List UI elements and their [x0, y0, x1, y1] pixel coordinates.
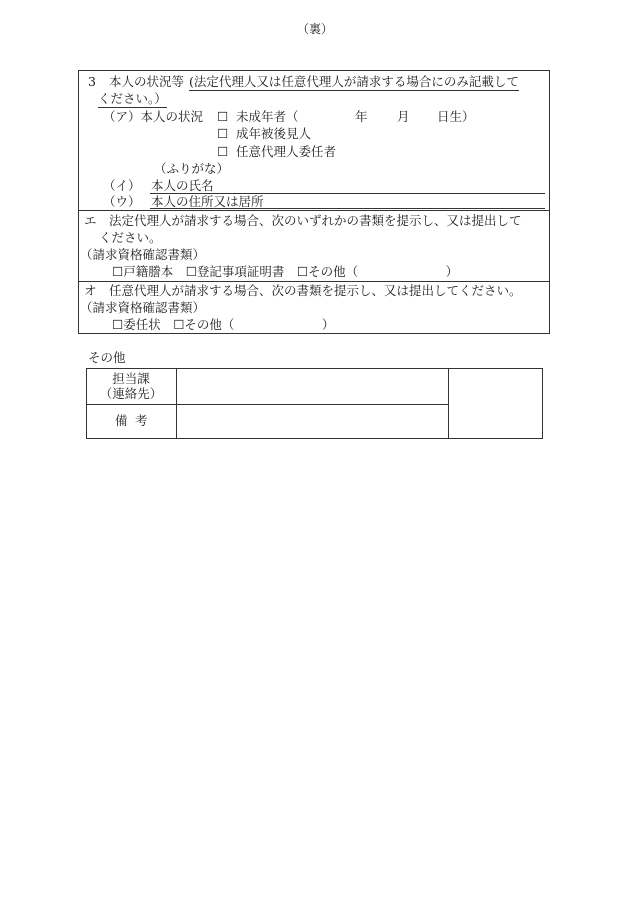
- option-voluntary: 任意代理人委任者: [236, 144, 337, 159]
- section-o-doc-options[interactable]: ☐委任状 ☐その他（ ）: [112, 317, 335, 332]
- remarks-value-cell[interactable]: [177, 405, 447, 438]
- divider-e: [78, 210, 550, 211]
- section-o-line1: オ 任意代理人が請求する場合、次の書類を提示し、又は提出してください。: [84, 283, 522, 298]
- option-minor: 未成年者（: [236, 109, 299, 124]
- birth-year-label: 年: [355, 109, 368, 124]
- name-row-label: （イ）: [103, 178, 141, 193]
- remarks-label: 備考: [114, 413, 155, 428]
- checkbox-minor[interactable]: ☐: [217, 109, 229, 124]
- page-header: （裏）: [296, 22, 333, 36]
- section3-heading: 本人の状況等: [109, 74, 185, 89]
- section-e-line2: ください。: [99, 230, 162, 245]
- address-field-line[interactable]: [150, 208, 545, 209]
- section-o-docs-heading: （請求資格確認書類）: [80, 300, 206, 315]
- section-e-line1: エ 法定代理人が請求する場合、次のいずれかの書類を提示し、又は提出して: [84, 213, 522, 228]
- dept-value-cell[interactable]: [177, 369, 447, 403]
- name-label: 本人の氏名: [151, 178, 214, 193]
- furigana-label: （ふりがな）: [154, 161, 230, 176]
- dept-label: 担当課: [112, 371, 150, 386]
- address-label: 本人の住所又は居所: [151, 194, 264, 209]
- other-title: その他: [88, 350, 126, 365]
- section3-note-line1: (法定代理人又は任意代理人が請求する場合にのみ記載して: [189, 74, 519, 89]
- office-stamp-cell[interactable]: [449, 369, 542, 438]
- option-adult-ward: 成年被後見人: [236, 126, 312, 141]
- birth-month-label: 月: [397, 109, 410, 124]
- checkbox-voluntary[interactable]: ☐: [217, 144, 229, 159]
- checkbox-adult-ward[interactable]: ☐: [217, 126, 229, 141]
- section3-note-line2: ください。）: [98, 91, 167, 106]
- section3-heading-num: 3: [88, 74, 96, 89]
- section-e-docs-heading: （請求資格確認書類）: [80, 247, 206, 262]
- address-row-label: （ウ）: [103, 194, 141, 209]
- birth-day-label: 日生）: [437, 109, 475, 124]
- divider-o: [78, 281, 550, 282]
- status-label: （ア）本人の状況: [103, 109, 204, 124]
- dept-contact-label: （連絡先）: [99, 386, 163, 401]
- section-e-doc-options[interactable]: ☐戸籍謄本 ☐登記事項証明書 ☐その他（ ）: [112, 264, 459, 279]
